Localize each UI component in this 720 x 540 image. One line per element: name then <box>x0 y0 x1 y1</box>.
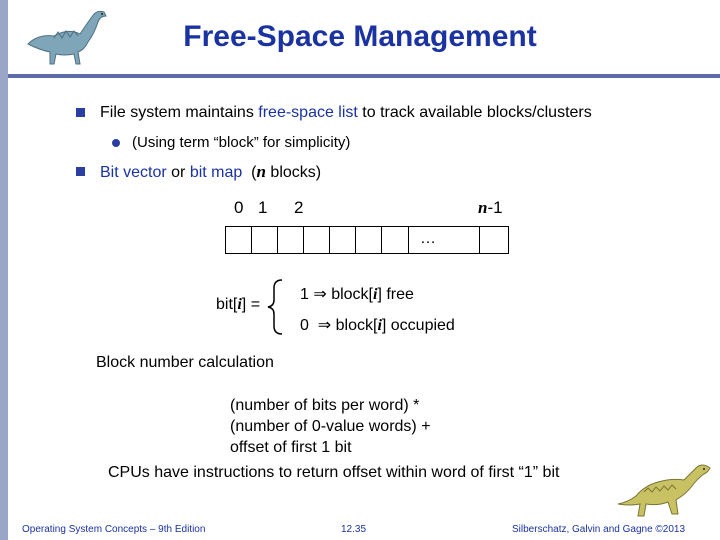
case2-post: ] occupied <box>381 317 455 334</box>
bit-cell <box>251 226 278 254</box>
slide-title: Free-Space Management <box>183 20 537 53</box>
bit-cell <box>355 226 382 254</box>
bullet-dot-icon <box>112 139 120 147</box>
calc-line: (number of bits per word) * <box>230 397 420 414</box>
bullet1-pre: File system maintains <box>100 104 259 121</box>
bit-array <box>225 226 509 254</box>
bit-cell <box>381 226 409 254</box>
bullet1-post: to track available blocks/clusters <box>357 104 592 121</box>
lhs-post: ] = <box>241 296 261 313</box>
calc-line: (number of 0-value words) + <box>230 418 431 435</box>
bit-map-term: bit map <box>189 164 243 181</box>
index-2: 2 <box>294 198 304 217</box>
bullet2-close: blocks) <box>265 164 322 181</box>
sub-bullet-block-term: (Using term “block” for simplicity) <box>132 134 351 151</box>
bit-cell <box>329 226 356 254</box>
bullet2-open: ( <box>242 164 257 181</box>
bullet-free-space-list <box>100 104 592 122</box>
bullet2-n: n <box>256 162 266 181</box>
bullet-square-icon <box>76 167 85 176</box>
case2-pre: 0 ⇒ block[ <box>300 317 378 334</box>
title-underline <box>8 74 720 78</box>
bit-cell <box>277 226 304 254</box>
lhs-i: i <box>237 296 242 313</box>
calc-line: offset of first 1 bit <box>230 439 352 456</box>
bit-definition-lhs <box>216 296 260 314</box>
footer-page-number: 12.35 <box>341 524 367 535</box>
case-free <box>300 284 414 304</box>
bullet-square-icon <box>76 108 85 117</box>
index-1: 1 <box>258 198 268 217</box>
bit-vector-term: Bit vector <box>100 164 167 181</box>
lhs-pre: bit[ <box>216 296 238 313</box>
calc-heading: Block number calculation <box>96 354 274 371</box>
bullet-bit-vector <box>100 162 321 182</box>
case1-post: ] free <box>377 286 414 303</box>
index-n-suffix: -1 <box>487 198 503 217</box>
footer-course: Operating System Concepts – 9th Edition <box>22 524 206 535</box>
bit-cell-ellipsis <box>408 226 480 254</box>
case-occupied <box>300 315 455 335</box>
brace-icon <box>264 278 288 336</box>
index-n: n <box>478 198 488 217</box>
cpu-note: CPUs have instructions to return offset within word of first “1” bit <box>108 464 560 481</box>
bullet2-or: or <box>166 164 190 181</box>
case1-i: i <box>373 286 378 303</box>
case2-i: i <box>377 317 382 334</box>
bit-cell <box>225 226 252 254</box>
index-n-minus-1 <box>478 198 503 218</box>
dinosaur-illustration-icon <box>614 458 714 520</box>
bit-cell <box>479 226 509 254</box>
case1-pre: 1 ⇒ block[ <box>300 286 373 303</box>
bit-cell <box>303 226 330 254</box>
bullet1-highlight: free-space list <box>258 104 358 121</box>
left-accent-bar <box>0 0 8 540</box>
footer-copyright: Silberschatz, Galvin and Gagne ©2013 <box>512 524 686 535</box>
ellipsis: … <box>420 230 436 247</box>
index-0: 0 <box>234 198 244 217</box>
